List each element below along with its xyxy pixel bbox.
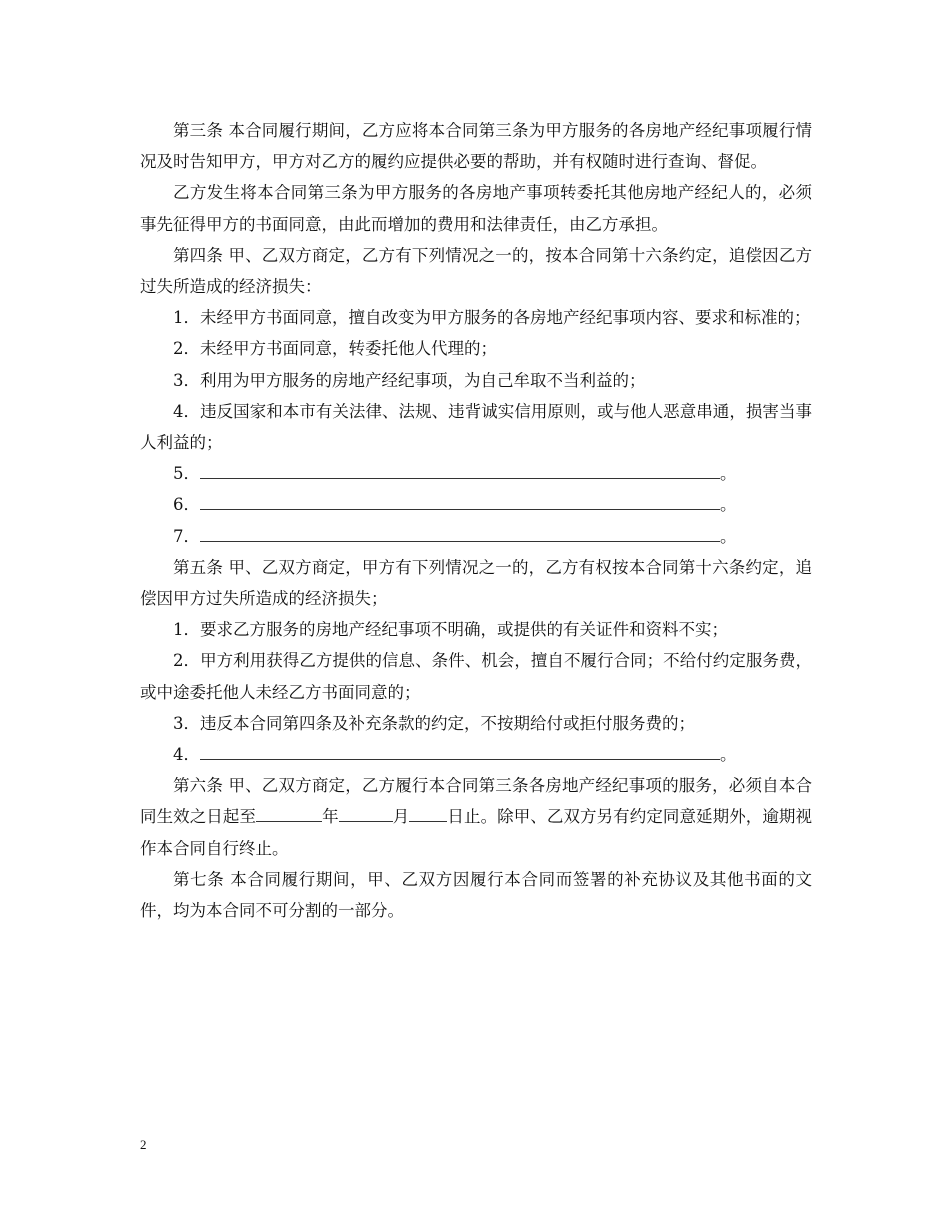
article-6-end-text: 日止。除甲、乙双方另有约定同意延期外，逾期视作本合同自行终止。 [140, 807, 813, 858]
article-4-paragraph: 第四条 甲、乙双方商定，乙方有下列情况之一的，按本合同第十六条约定，追偿因乙方过失所造成的经济损失： [140, 245, 812, 297]
item-number: 7． [173, 526, 200, 546]
year-blank [256, 807, 322, 822]
page-number: 2 [140, 1137, 147, 1152]
fill-in-blank [200, 495, 720, 510]
item-number: 5． [173, 464, 200, 484]
article-4-item-1: 1．未经甲方书面同意，擅自改变为甲方服务的各房地产经纪事项内容、要求和标准的； [173, 308, 811, 328]
item-number: 6． [173, 495, 200, 515]
article-3-paragraph: 第三条 本合同履行期间，乙方应将本合同第三条为甲方服务的各房地产经纪事项履行情况及时告知甲方，甲方对乙方的履约应提供必要的帮助，并有权随时进行查询、督促。 [140, 121, 812, 172]
article-5-item-4 [140, 739, 812, 770]
month-label: 月 [392, 807, 410, 827]
fill-in-blank [200, 527, 720, 542]
article-5-item-1: 1．要求乙方服务的房地产经纪事项不明确，或提供的有关证件和资料不实； [173, 620, 728, 640]
item-period: 。 [720, 745, 737, 765]
article-6-paragraph [140, 770, 812, 864]
item-period: 。 [720, 495, 737, 515]
day-blank [409, 807, 447, 822]
article-4-item-4: 4．违反国家和本市有关法律、法规、违背诚实信用原则，或与他人恶意串通，损害当事人利益的； [140, 401, 812, 453]
year-label: 年 [322, 807, 339, 827]
item-period: 。 [720, 464, 737, 484]
article-5-item-3: 3．违反本合同第四条及补充条款的约定，不按期给付或拒付服务费的； [173, 713, 695, 733]
article-7-paragraph: 第七条 本合同履行期间，甲、乙双方因履行本合同而签署的补充协议及其他书面的文件，均为本合同不可分割的一部分。 [140, 869, 812, 921]
fill-in-blank [200, 745, 720, 760]
subcontract-paragraph: 乙方发生将本合同第三条为甲方服务的各房地产事项转委托其他房地产经纪人的，必须事先征得甲方的书面同意，由此而增加的费用和法律责任，由乙方承担。 [140, 183, 812, 234]
document-body [140, 115, 812, 926]
article-5-item-2: 2．甲方利用获得乙方提供的信息、条件、机会，擅自不履行合同；不给付约定服务费，或中途委托他人未经乙方书面同意的； [140, 651, 812, 702]
article-4-item-5 [140, 458, 812, 489]
article-5-paragraph: 第五条 甲、乙双方商定，甲方有下列情况之一的，乙方有权按本合同第十六条约定，追偿因甲方过失所造成的经济损失； [140, 557, 812, 609]
article-6-text: 第六条 甲、乙双方商定，乙方履行本合同第三条各房地产经纪事项的服务，必须自本合同生效之日起至 [140, 776, 812, 827]
article-4-item-2: 2．未经甲方书面同意，转委托他人代理的； [173, 339, 497, 359]
item-number: 4． [173, 745, 200, 765]
fill-in-blank [200, 464, 720, 479]
article-4-item-3: 3．利用为甲方服务的房地产经纪事项，为自己牟取不当利益的； [173, 370, 646, 390]
article-4-item-6 [140, 489, 812, 520]
month-blank [339, 807, 393, 822]
item-period: 。 [720, 526, 737, 546]
article-4-item-7 [140, 521, 812, 552]
